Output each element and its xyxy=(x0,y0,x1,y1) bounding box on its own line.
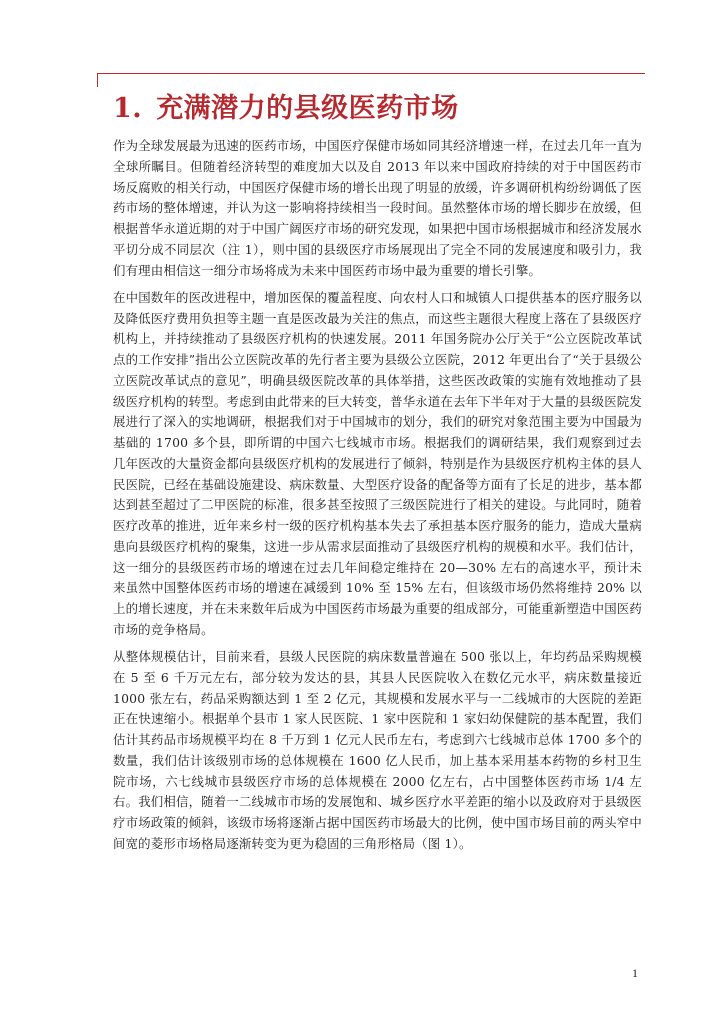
header-rule-tick xyxy=(97,73,98,87)
section-number: 1. xyxy=(113,93,143,124)
section-title: 充满潜力的县级医药市场 xyxy=(156,93,459,124)
header-rule xyxy=(97,73,645,74)
paragraph-3: 从整体规模估计，目前来看，县级人民医院的病床数量普遍在 500 张以上，年均药品采购规模在 5 至 6 千万元左右，部分较为发达的县，其县人民医院收入在数亿元水平，病床数量接近 1000 张左右，药品采购额达到 1 至 2 亿元，其规模和发展水平与一二线城市的大医院的差距正在快速缩小。根据单个县市 1 家人民医院、1 家中医院和 1 家妇幼保健院的基本配置，我们估计其药品市场规模平均在 8 千万到 1 亿元人民币左右，考虑到六七线城市总体 1700 多个的数量，我们估计该级别市场的总体规模在 1600 亿人民币，加上基本采用基本药物的乡村卫生院市场，六七线城市县级医疗市场的总体规模在 2000 亿左右，占中国整体医药市场 1/4 左右。我们相信，随着一二线城市市场的发展饱和、城乡医疗水平差距的缩小以及政府对于县级医疗市场政策的倾斜，该级市场将逐渐占据中国医药市场最大的比例，使中国市场目前的两头窄中间宽的菱形市场格局逐渐转变为更为稳固的三角形格局（图 1）。 xyxy=(113,649,642,851)
section-heading xyxy=(113,86,459,125)
page-number: 1 xyxy=(632,966,638,980)
body-text xyxy=(113,136,642,861)
paragraph-2: 在中国数年的医改进程中，增加医保的覆盖程度、向农村人口和城镇人口提供基本的医疗服务以及降低医疗费用负担等主题一直是医改最为关注的焦点，而这些主题很大程度上落在了县级医疗机构上，并持续推动了县级医疗机构的快速发展。2011 年国务院办公厅关于“公立医院改革试点的工作安排”指出公立医院改革的先行者主要为县级公立医院，2012 年更出台了“关于县级公立医院改革试点的意见”，明确县级医院改革的具体举措，这些医改政策的实施有效地推动了县级医疗机构的转型。考虑到由此带来的巨大转变，普华永道在去年下半年对于大量的县级医院发展进行了深入的实地调研，根据我们对于中国城市的划分，我们的研究对象范围主要为中国最为基础的 1700 多个县，即所谓的中国六七线城市市场。根据我们的调研结果，我们观察到过去几年医改的大量资金都向县级医疗机构的发展进行了倾斜，特别是作为县级医疗机构主体的县人民医院，已经在基础设施建设、病床数量、大型医疗设备的配备等方面有了长足的进步，基本都达到甚至超过了二甲医院的标准，很多甚至按照了三级医院进行了相关的建设。与此同时，随着医疗改革的推进，近年来乡村一级的医疗机构基本失去了承担基本医疗服务的能力，造成大量病患向县级医疗机构的聚集，这进一步从需求层面推动了县级医疗机构的规模和水平。我们估计，这一细分的县级医药市场的增速在过去几年间稳定维持在 20—30% 左右的高速水平，预计未来虽然中国整体医药市场的增速在减缓到 10% 至 15% 左右，但该级市场仍然将维持 20% 以上的增长速度，并在未来数年后成为中国医药市场最为重要的组成部分，可能重新塑造中国医药市场的竞争格局。 xyxy=(113,289,642,637)
paragraph-1: 作为全球发展最为迅速的医药市场，中国医疗保健市场如同其经济增速一样，在过去几年一直为全球所瞩目。但随着经济转型的难度加大以及自 2013 年以来中国政府持续的对于中国医药市场反腐败的相关行动，中国医疗保健市场的增长出现了明显的放缓，许多调研机构纷纷调低了医药市场的整体增速，并认为这一影响将持续相当一段时间。虽然整体市场的增长脚步在放缓，但根据普华永道近期的对于中国广阔医疗市场的研究发现，如果把中国市场根据城市和经济发展水平切分成不同层次（注 1），则中国的县级医疗市场展现出了完全不同的发展速度和吸引力，我们有理由相信这一细分市场将成为未来中国医药市场中最为重要的增长引擎。 xyxy=(113,138,642,278)
